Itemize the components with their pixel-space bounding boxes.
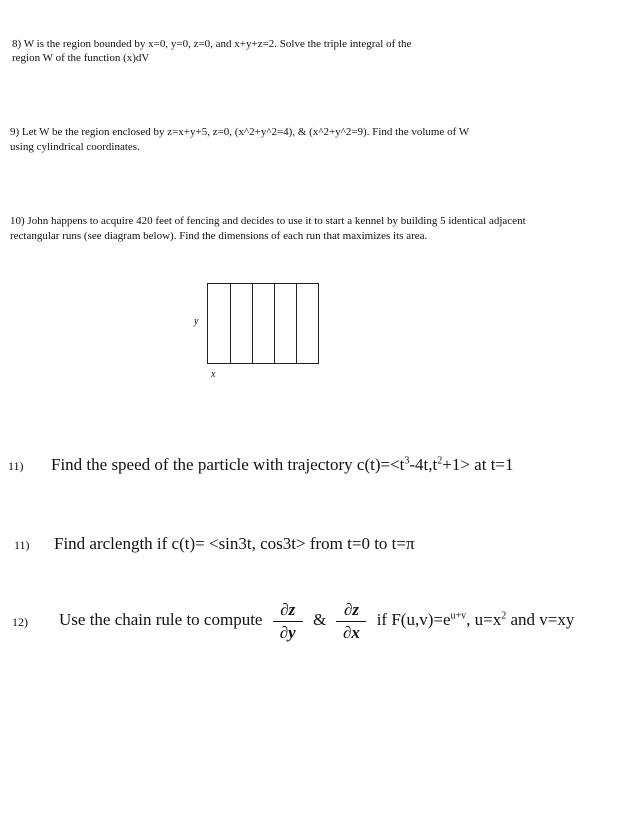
q11a-text-after: +1> at t=1 [442,455,514,474]
q11a-sup1: 3 [404,455,410,467]
q8-line1: 8) W is the region bounded by x=0, y=0, z=0, and x+y+z=2. Solve the triple integral of the [12,38,412,50]
q12-fraction-dz-dx [336,600,366,643]
q9-line2: using cylindrical coordinates. [10,141,140,153]
diagram-label-x: x [211,369,216,380]
q12-frac1-numerator: ∂z [280,599,296,619]
q12-text-if: if F(u,v)=e [376,610,451,629]
fraction-bar [336,621,366,622]
run-divider [274,284,275,363]
q12-text-u: , u=x [466,610,502,629]
run-divider [230,284,231,363]
q11a-text-mid: -4t,t [409,455,438,474]
q12-frac2-numerator: ∂z [343,599,359,619]
q12-sup-exponent: u+v [450,610,467,622]
run-divider [296,284,297,363]
q11b-number: 11) [14,538,30,552]
q12-text-before: Use the chain rule to compute [59,610,263,629]
q12-frac1-denominator: ∂y [279,622,296,642]
q12-ampersand: & [312,610,327,629]
run-divider [252,284,253,363]
q11a-number: 11) [8,459,24,473]
q12-text [59,597,574,643]
q12-number: 12) [12,615,28,629]
q9-line1: 9) Let W be the region enclosed by z=x+y+5, z=0, (x^2+y^2=4), & (x^2+y^2=9). Find the volume of W [10,126,470,138]
q11a-text [51,455,514,475]
q11b-text: Find arclength if c(t)= <sin3t, cos3t> from t=0 to t=π [54,534,415,553]
q12-sup-u: 2 [501,610,507,622]
q11a-text-before: Find the speed of the particle with trajectory c(t)=<t [51,455,405,474]
q11a-sup2: 2 [437,455,443,467]
q12-fraction-dz-dy [273,600,303,643]
q10-line1: 10) John happens to acquire 420 feet of fencing and decides to use it to start a kennel by building 5 identical adjacent [10,215,526,227]
diagram-label-y: y [194,316,199,327]
q12-text-v: and v=xy [506,610,575,629]
fraction-bar [273,621,303,622]
q10-line2: rectangular runs (see diagram below). Find the dimensions of each run that maximizes its area. [10,230,428,242]
kennel-diagram [207,283,319,364]
q8-line2: region W of the function (x)dV [12,52,150,64]
q12-frac2-denominator: ∂x [343,622,360,642]
